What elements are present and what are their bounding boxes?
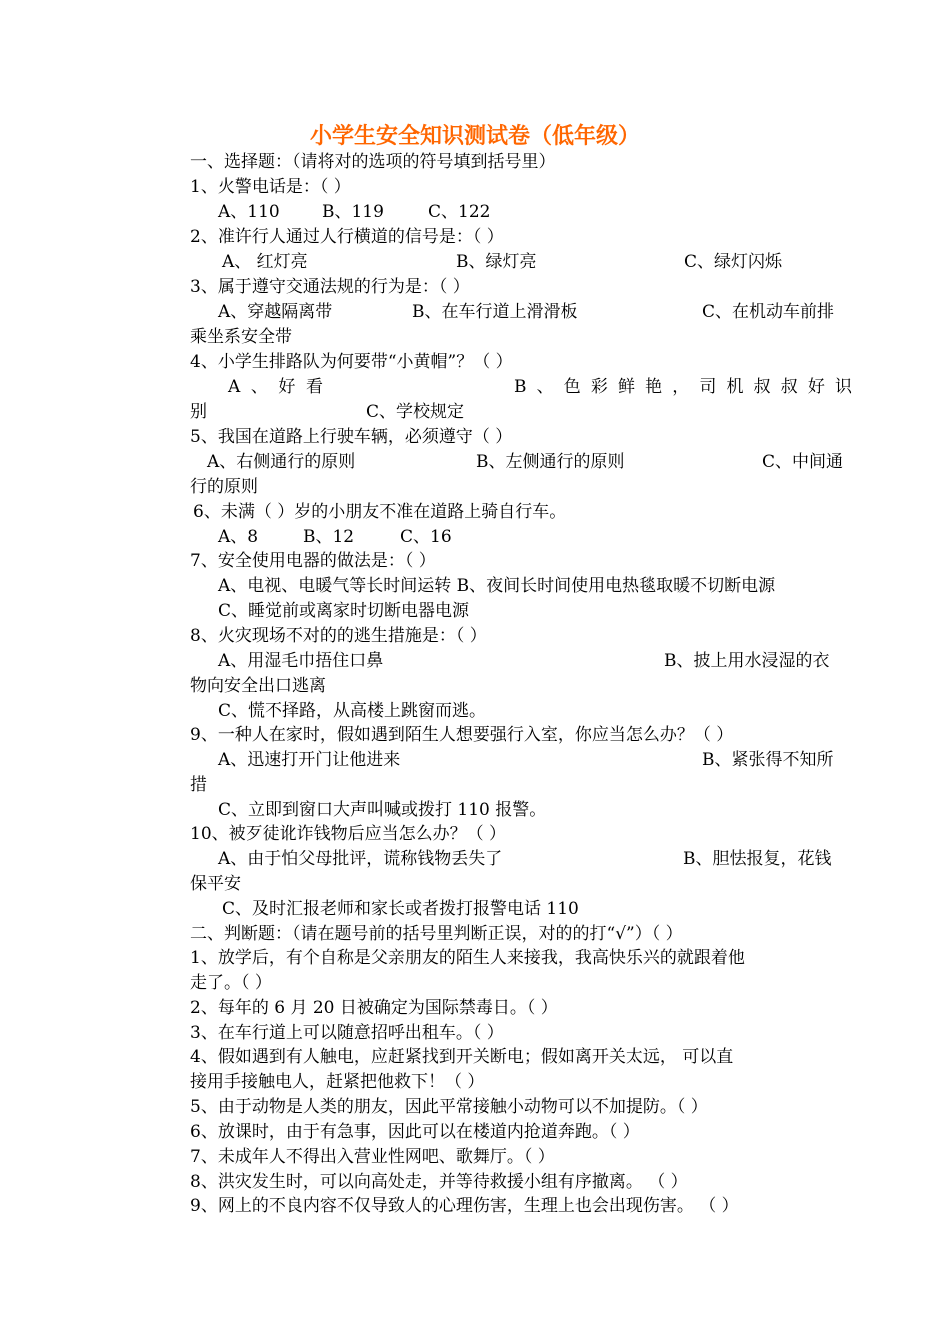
q5-option-b: B、左侧通行的原则: [476, 452, 625, 472]
q8-option-a: A、用湿毛巾捂住口鼻: [218, 651, 384, 671]
q8-option-b-continued: 物向安全出口逃离: [190, 676, 326, 696]
q1-option-b: B、119: [322, 202, 384, 222]
q3-option-b: B、在车行道上滑滑板: [412, 302, 578, 322]
judgment-line: 4、假如遇到有人触电，应赶紧找到开关断电；假如离开关太远， 可以直: [190, 1047, 734, 1067]
q3-stem: 3、属于遵守交通法规的行为是：（ ）: [190, 277, 470, 297]
q10-option-b: B、胆怯报复，花钱: [683, 849, 832, 869]
q1-option-a: A、110: [218, 202, 280, 222]
q2-stem: 2、准许行人通过人行横道的信号是：（ ）: [190, 227, 504, 247]
page-title: 小学生安全知识测试卷（低年级）: [309, 123, 640, 149]
q5-option-c: C、中间通: [762, 452, 844, 472]
q4-option-b: B、色彩鲜艳，司机叔叔好识: [514, 377, 852, 397]
q6-stem: 6、未满（ ）岁的小朋友不准在道路上骑自行车。: [193, 502, 567, 522]
q4-option-a: A、好看: [228, 377, 323, 397]
judgment-line: 接用手接触电人，赶紧把他救下！（ ）: [190, 1072, 485, 1092]
q6-option-b: B、12: [303, 527, 355, 547]
q7-option-c: C、睡觉前或离家时切断电器电源: [218, 601, 470, 621]
q8-stem: 8、火灾现场不对的的逃生措施是：（ ）: [190, 626, 487, 646]
q3-option-c-continued: 乘坐系安全带: [190, 327, 292, 347]
judgment-line: 2、每年的 6 月 20 日被确定为国际禁毒日。（ ）: [190, 998, 558, 1018]
q5-option-a: A、右侧通行的原则: [207, 452, 356, 472]
q8-option-c: C、慌不择路，从高楼上跳窗而逃。: [218, 701, 487, 721]
section1-heading: 一、选择题：（请将对的选项的符号填到括号里）: [190, 152, 556, 172]
q1-option-c: C、122: [428, 202, 491, 222]
q9-option-c: C、立即到窗口大声叫喊或拨打 110 报警。: [218, 800, 547, 820]
q6-option-c: C、16: [400, 527, 452, 547]
q7-stem: 7、安全使用电器的做法是：（ ）: [190, 551, 436, 571]
q5-option-c-continued: 行的原则: [190, 477, 258, 497]
judgment-line: 8、洪灾发生时，可以向高处走，并等待救援小组有序撤离。 （ ）: [190, 1172, 688, 1192]
judgment-line: 走了。（ ）: [190, 973, 272, 993]
q10-option-a: A、由于怕父母批评，谎称钱物丢失了: [218, 849, 503, 869]
q3-option-a: A、穿越隔离带: [218, 302, 333, 322]
q9-stem: 9、一种人在家时，假如遇到陌生人想要强行入室，你应当怎么办？（ ）: [190, 725, 734, 745]
q9-option-b-continued: 措: [190, 775, 207, 795]
q1-stem: 1、火警电话是：（ ）: [190, 177, 351, 197]
section2-heading: 二、判断题：（请在题号前的括号里判断正误，对的的打“√”）（ ）: [190, 924, 683, 944]
judgment-line: 7、未成年人不得出入营业性网吧、歌舞厅。（ ）: [190, 1147, 555, 1167]
q4-option-b-continued: 别: [190, 402, 207, 422]
q2-option-c: C、绿灯闪烁: [684, 252, 783, 272]
q10-option-b-continued: 保平安: [190, 874, 241, 894]
q7-options-ab: A、电视、电暖气等长时间运转 B、夜间长时间使用电热毯取暖不切断电源: [218, 576, 776, 596]
q2-option-a: A、 红灯亮: [222, 252, 308, 272]
q10-stem: 10、被歹徒讹诈钱物后应当怎么办？（ ）: [190, 824, 507, 844]
q5-stem: 5、我国在道路上行驶车辆，必须遵守（ ）: [190, 427, 513, 447]
q2-option-b: B、绿灯亮: [456, 252, 537, 272]
q3-option-c: C、在机动车前排: [702, 302, 835, 322]
judgment-line: 1、放学后，有个自称是父亲朋友的陌生人来接我，我高快乐兴的就跟着他: [190, 948, 745, 968]
q10-option-c: C、及时汇报老师和家长或者拨打报警电话 110: [222, 899, 579, 919]
q9-option-a: A、迅速打开门让他进来: [218, 750, 401, 770]
q4-stem: 4、小学生排路队为何要带“小黄帽”？（ ）: [190, 352, 513, 372]
q6-option-a: A、8: [218, 527, 259, 547]
judgment-line: 6、放课时，由于有急事，因此可以在楼道内抢道奔跑。（ ）: [190, 1122, 640, 1142]
judgment-line: 5、由于动物是人类的朋友，因此平常接触小动物可以不加提防。（ ）: [190, 1097, 708, 1117]
judgment-line: 9、网上的不良内容不仅导致人的心理伤害，生理上也会出现伤害。 （ ）: [190, 1196, 739, 1216]
judgment-line: 3、在车行道上可以随意招呼出租车。（ ）: [190, 1023, 504, 1043]
q9-option-b: B、紧张得不知所: [702, 750, 834, 770]
q4-option-c: C、学校规定: [366, 402, 465, 422]
q8-option-b: B、披上用水浸湿的衣: [664, 651, 830, 671]
